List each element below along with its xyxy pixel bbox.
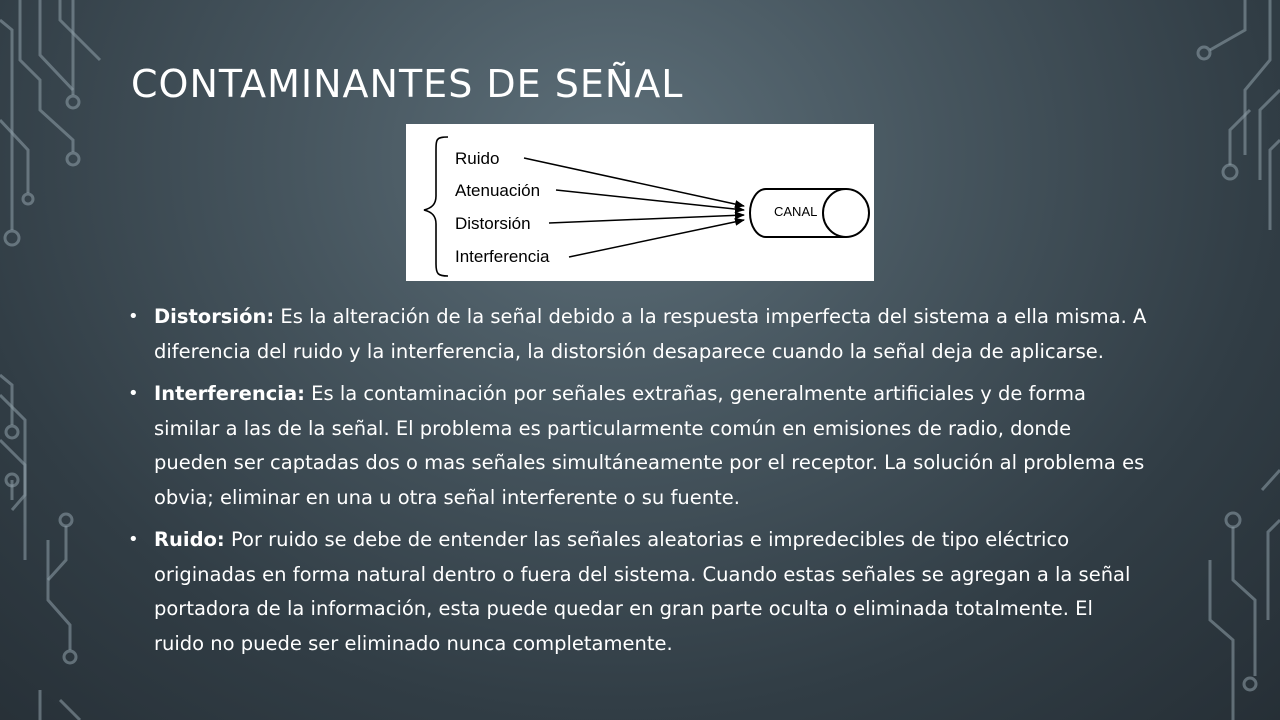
bullet-list — [128, 300, 1148, 669]
bullet-ruido — [128, 523, 1148, 661]
brace-shape — [424, 137, 448, 276]
arrow-interferencia — [569, 220, 744, 257]
bullet-icon: • — [128, 529, 139, 550]
bullet-term: Interferencia: — [154, 382, 305, 405]
channel-label: CANAL — [774, 204, 818, 219]
bullet-term: Distorsión: — [154, 305, 275, 328]
arrow-distorsion — [549, 215, 744, 223]
bullet-term: Ruido: — [154, 528, 225, 551]
bullet-text: Es la alteración de la señal debido a la respuesta imperfecta del sistema a ella misma. A diferencia del ruido y la interferencia, la distorsión desaparece cuando la señal deja de aplicarse. — [154, 305, 1147, 363]
bullet-text: Es la contaminación por señales extrañas, generalmente artificiales y de forma similar a las de la señal. El problema es particularmente común en emisiones de radio, donde pueden ser captadas dos o mas señales simultáneamente por el receptor. La solución al problema es obvia; eliminar en una u otra señal interferente o su fuente. — [154, 382, 1145, 509]
bullet-interferencia — [128, 377, 1148, 515]
channel-cylinder-end — [823, 189, 869, 237]
diagram-label-atenuacion: Atenuación — [455, 181, 541, 200]
diagram-label-ruido: Ruido — [455, 149, 500, 168]
bullet-icon: • — [128, 306, 139, 327]
bullet-icon: • — [128, 383, 139, 404]
diagram-label-distorsion: Distorsión — [455, 214, 531, 233]
slide-title: CONTAMINANTES DE SEÑAL — [131, 62, 684, 106]
bullet-text: Por ruido se debe de entender las señales aleatorias e impredecibles de tipo eléctrico originadas en forma natural dentro o fuera del sistema. Cuando estas señales se agregan a la señal portadora de la información, esta puede quedar en gran parte oculta o eliminada totalmente. El ruido no puede ser eliminado nunca completamente. — [154, 528, 1131, 655]
channel-diagram — [406, 124, 874, 281]
diagram-label-interferencia: Interferencia — [455, 247, 550, 266]
bullet-distorsion — [128, 300, 1148, 369]
